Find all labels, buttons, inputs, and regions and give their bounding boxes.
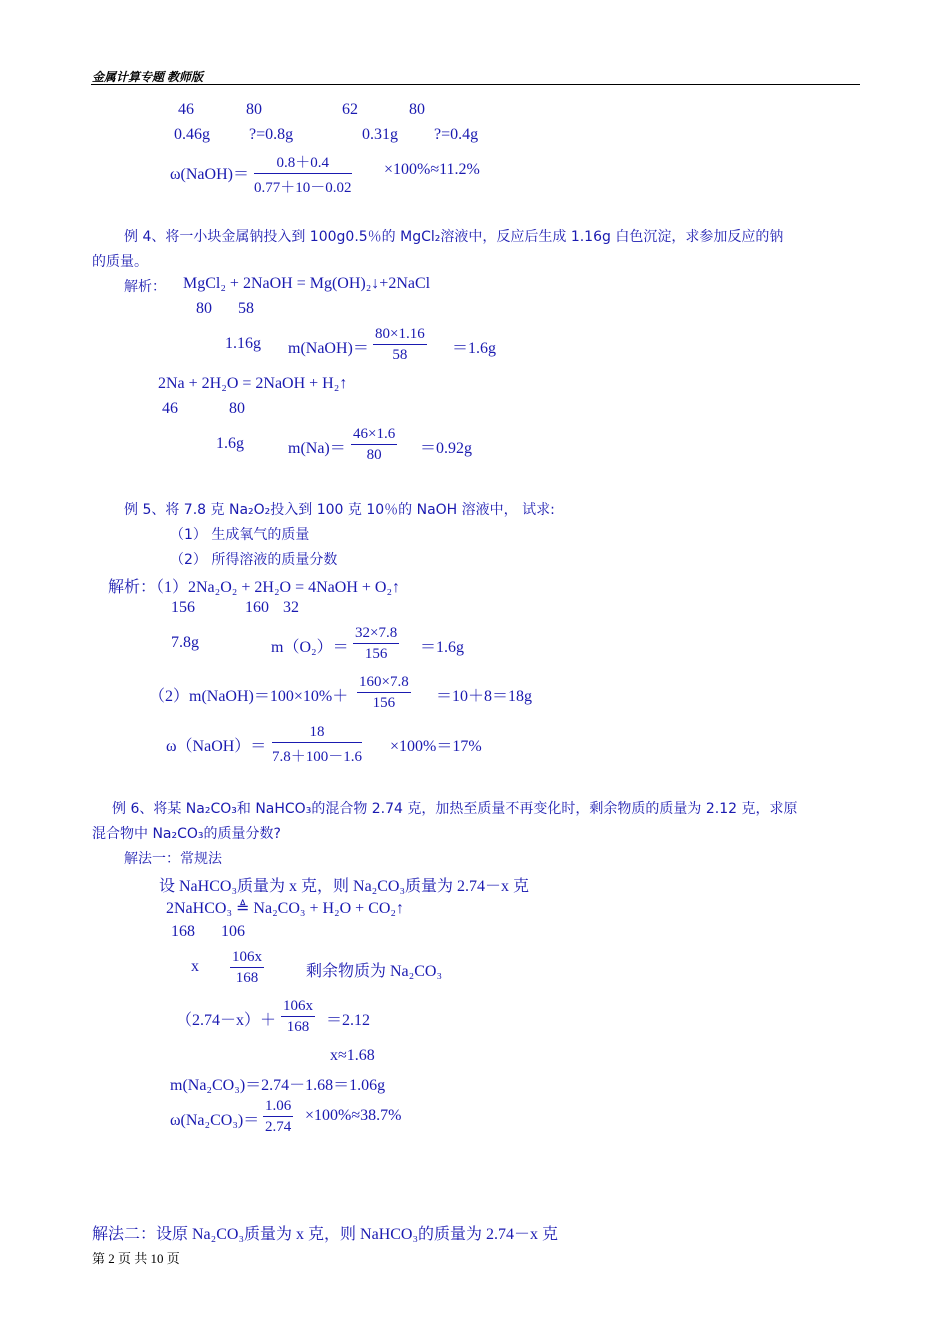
ex6-e-lhs: （2.74－x）＋: [176, 1012, 277, 1029]
ex6-remainder: 剩余物质为 Na₂CO₃: [306, 963, 443, 980]
ex6-x-fraction: [230, 949, 264, 987]
ex6-e-fraction: [281, 998, 315, 1036]
ex6-x-value: x≈1.68: [330, 1047, 375, 1064]
ex5-o-den: 156: [364, 646, 388, 662]
ex4-n-rhs: ＝0.92g: [420, 440, 473, 457]
ex4-r2-1: 80: [229, 400, 245, 417]
ex4-r1-0: 80: [196, 300, 212, 317]
ex5-w-rhs: ×100%＝17%: [390, 738, 482, 755]
footer-page-number: 第 2 页 共 10 页: [92, 1251, 180, 1266]
ex6-e-den: 168: [286, 1019, 310, 1035]
ex6-mass: m(Na₂CO₃)＝2.74－1.68＝1.06g: [170, 1077, 386, 1094]
ex4-m-num: 80×1.16: [373, 326, 427, 345]
b1-r2-1: ?=0.8g: [249, 126, 294, 143]
ex4-m-fraction: [373, 326, 427, 364]
ex5-part1: （1） 生成氧气的质量: [170, 527, 310, 543]
b1-omega-lhs: ω(NaOH)＝: [170, 166, 249, 183]
ex4-question-line1: 例 4、将一小块金属钠投入到 100g0.5％的 MgCl₂溶液中，反应后生成 1.16g 白色沉淀，求参加反应的钠: [124, 229, 784, 245]
ex5-w-num: 18: [272, 724, 362, 743]
b1-r1-0: 46: [178, 101, 194, 118]
b1-rhs: ×100%≈11.2%: [384, 161, 480, 178]
ex4-solution-label: 解析：: [124, 279, 166, 295]
ex5-o-lhs: m（O₂）＝: [271, 639, 349, 656]
b1-r2-2: 0.31g: [362, 126, 398, 143]
ex5-o-num: 32×7.8: [353, 625, 399, 644]
ex4-mass: 1.16g: [225, 335, 261, 352]
ex5-solution-equation: 解析：（1）2Na₂O₂ + 2H₂O = 4NaOH + O₂↑: [108, 579, 401, 596]
ex6-setup: 设 NaHCO₃质量为 x 克，则 Na₂CO₃质量为 2.74－x 克: [159, 878, 530, 895]
ex5-o-rhs: ＝1.6g: [420, 639, 465, 656]
ex4-r1-1: 58: [238, 300, 254, 317]
ex5-r1-1: 160: [245, 599, 269, 616]
ex6-r1-0: 168: [171, 923, 195, 940]
b1-r1-2: 62: [342, 101, 358, 118]
ex5-s2-den: 156: [372, 695, 396, 711]
ex6-e-num: 106x: [281, 998, 315, 1017]
ex6-question-line2: 混合物中 Na₂CO₃的质量分数?: [92, 826, 281, 842]
ex4-mass2: 1.6g: [216, 435, 244, 452]
ex5-r1-2: 32: [283, 599, 299, 616]
ex5-s2-rhs: ＝10＋8＝18g: [436, 688, 533, 705]
ex5-w-lhs: ω（NaOH）＝: [166, 738, 267, 755]
ex5-r1-0: 156: [171, 599, 195, 616]
ex4-question-line2: 的质量。: [92, 254, 148, 270]
b1-r2-0: 0.46g: [174, 126, 210, 143]
ex5-w-den: 7.8＋100－1.6: [272, 749, 363, 765]
ex4-n-num: 46×1.6: [351, 426, 397, 445]
ex5-question: 例 5、将 7.8 克 Na₂O₂投入到 100 克 10％的 NaOH 溶液中， 试求:: [124, 502, 555, 518]
ex5-s2-fraction: [357, 674, 411, 712]
ex6-equation: 2NaHCO₃ ≜ Na₂CO₃ + H₂O + CO₂↑: [166, 900, 404, 917]
header-title: 金属计算专题 教师版: [92, 70, 204, 84]
ex4-r2-0: 46: [162, 400, 178, 417]
ex6-w-lhs: ω(Na₂CO₃)＝: [170, 1112, 260, 1129]
ex6-r1-1: 106: [221, 923, 245, 940]
ex6-method1: 解法一：常规法: [124, 851, 222, 867]
ex6-w-den: 2.74: [265, 1119, 292, 1135]
b1-num: 0.8＋0.4: [254, 151, 352, 174]
ex5-s2-lhs: （2）m(NaOH)＝100×10%＋: [149, 688, 349, 705]
ex4-m-lhs: m(NaOH)＝: [288, 340, 369, 357]
ex4-m-den: 58: [392, 347, 408, 363]
ex6-w-fraction: [263, 1098, 293, 1136]
ex5-s2-num: 160×7.8: [357, 674, 411, 693]
ex4-n-lhs: m(Na)＝: [288, 440, 346, 457]
ex4-m-rhs: ＝1.6g: [452, 340, 497, 357]
header-rule: [91, 84, 860, 85]
ex6-x-den: 168: [235, 970, 259, 986]
ex5-w-fraction: [272, 724, 362, 766]
ex6-w-num: 1.06: [263, 1098, 293, 1117]
ex5-mass: 7.8g: [171, 634, 199, 651]
ex6-method2: 解法二：设原 Na₂CO₃质量为 x 克，则 NaHCO₃的质量为 2.74－x 克: [92, 1226, 559, 1243]
ex4-equation2: 2Na + 2H₂O = 2NaOH + H₂↑: [158, 375, 348, 392]
ex4-n-den: 80: [366, 447, 382, 463]
ex5-o-fraction: [353, 625, 399, 663]
ex4-equation1: MgCl₂ + 2NaOH = Mg(OH)₂↓+2NaCl: [183, 275, 431, 292]
b1-r1-3: 80: [409, 101, 425, 118]
ex4-n-fraction: [351, 426, 397, 464]
b1-den: 0.77＋10－0.02: [254, 180, 352, 196]
ex5-part2: （2） 所得溶液的质量分数: [170, 552, 338, 568]
b1-fraction: [254, 151, 352, 197]
ex6-x: x: [191, 958, 199, 975]
ex6-question-line1: 例 6、将某 Na₂CO₃和 NaHCO₃的混合物 2.74 克，加热至质量不再变化时，剩余物质的质量为 2.12 克，求原: [112, 801, 798, 817]
ex6-e-rhs: ＝2.12: [326, 1012, 371, 1029]
ex6-x-num: 106x: [230, 949, 264, 968]
ex6-w-rhs: ×100%≈38.7%: [305, 1107, 402, 1124]
b1-r1-1: 80: [246, 101, 262, 118]
b1-r2-3: ?=0.4g: [434, 126, 479, 143]
